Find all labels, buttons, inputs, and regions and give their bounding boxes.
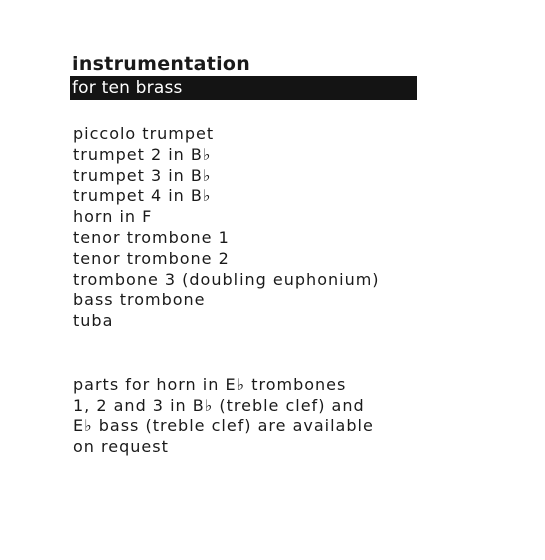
list-item: horn in F xyxy=(73,207,153,227)
list-item: tenor trombone 1 xyxy=(73,227,230,247)
note-line: 1, 2 and 3 in B♭ (treble clef) and xyxy=(73,395,365,415)
list-item: tenor trombone 2 xyxy=(73,248,230,268)
note-line: E♭ bass (treble clef) are available xyxy=(73,416,374,435)
subtitle-text: for ten brass xyxy=(72,78,183,98)
note-line: parts for horn in E♭ trombones xyxy=(73,375,347,394)
list-item: trumpet 2 in B♭ xyxy=(73,144,212,164)
parts-note xyxy=(73,375,433,457)
list-item: piccolo trumpet xyxy=(73,124,215,143)
page-title: instrumentation xyxy=(72,53,251,75)
list-item: tuba xyxy=(73,311,114,331)
list-item: trumpet 3 in B♭ xyxy=(73,165,212,185)
subtitle-bar xyxy=(70,76,417,100)
instrument-list xyxy=(73,124,380,332)
list-item: trombone 3 (doubling euphonium) xyxy=(73,269,380,289)
list-item: bass trombone xyxy=(73,290,206,310)
note-line: on request xyxy=(73,436,169,456)
list-item: trumpet 4 in B♭ xyxy=(73,186,212,206)
